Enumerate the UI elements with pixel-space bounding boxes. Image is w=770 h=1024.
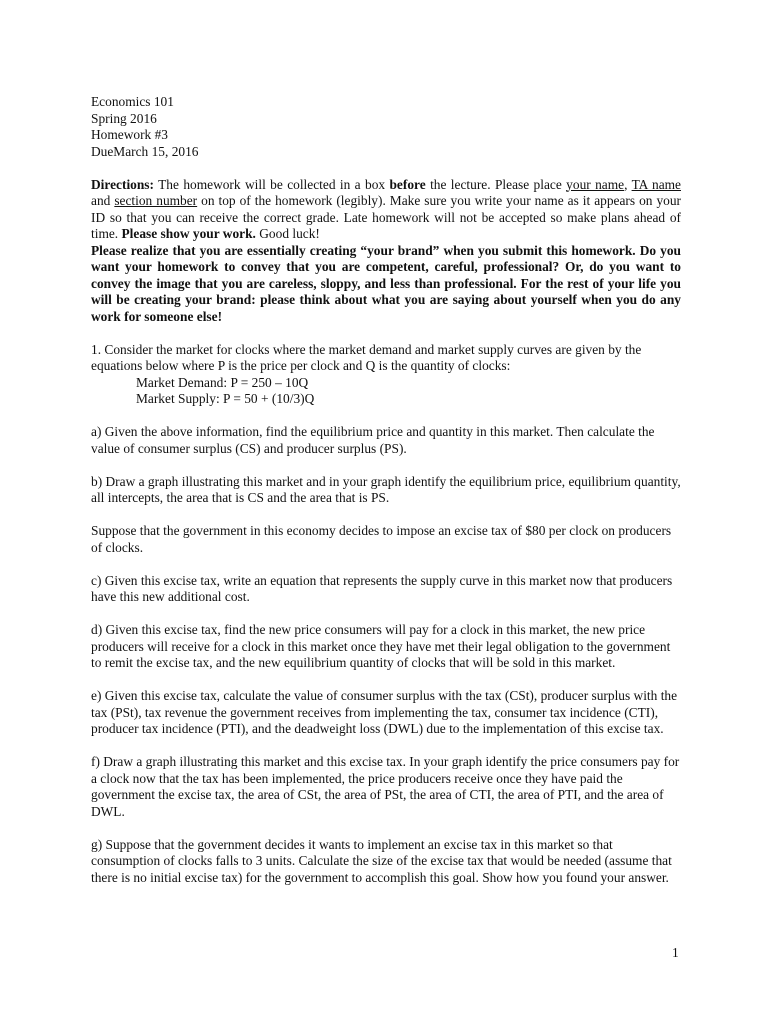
directions-label: Directions: (91, 176, 154, 192)
question-1b: b) Draw a graph illustrating this market and in your graph identify the equilibrium price, equilibrium quantity, all intercepts, the area that is CS and the area that is PS. (91, 473, 681, 505)
brand-note (91, 243, 681, 326)
directions-before: before (389, 176, 426, 192)
question-1a: a) Given the above information, find the equilibrium price and quantity in this market. Then calculate the value of consumer surplus (CS) and producer surplus (PS). (91, 424, 655, 456)
brand-note-text: Please realize that you are essentially creating “your brand” when you submit this homework. Do you want your homework to convey that you are competent, careful, professional? Or, do you want to convey the image that you are careless, sloppy, and less than professional. For the rest of your life you will be creating your brand: please think about what you are saying about yourself when you do any work for someone else! (91, 242, 681, 324)
directions-text-6: Good luck! (255, 226, 320, 241)
question-1e: e) Given this excise tax, calculate the value of consumer surplus with the tax (CSt), producer surplus with the tax (PSt), tax revenue the government receives from implementing the tax, consumer tax incidence (CTI), producer tax incidence (PTI), and the deadweight loss (DWL) due to the implementation of this excise tax. (91, 688, 678, 736)
ta-name-underlined: TA name (631, 176, 681, 192)
your-name-underlined: your name (566, 176, 625, 192)
question-1-intro-text: 1. Consider the market for clocks where the market demand and market supply curves are given by the equations below where P is the price per clock and Q is the quantity of clocks: (91, 341, 642, 373)
course-title: Economics 101 (91, 94, 174, 109)
market-demand-equation: Market Demand: P = 250 – 10Q (136, 374, 309, 390)
directions-text-3: , (624, 176, 632, 192)
directions-text-4: and (91, 193, 115, 208)
market-supply-equation: Market Supply: P = 50 + (10/3)Q (136, 391, 315, 406)
show-work-note: Please show your work. (121, 226, 256, 241)
due-date: DueMarch 15, 2016 (91, 143, 199, 159)
directions-text-2: the lecture. Please place (425, 176, 567, 192)
question-1-intro (91, 342, 681, 408)
question-1f: f) Draw a graph illustrating this market and this excise tax. In your graph identify the price consumers pay for a clock now that the tax has been implemented, the price producers receive once they have paid the government the excise tax, the area of CSt, the area of PSt, the area of CTI, the area of PTI, and the area of DWL. (91, 754, 680, 819)
document-body (91, 94, 681, 886)
directions-text-1: The homework will be collected in a box (153, 176, 390, 192)
section-number-underlined: section number (114, 193, 198, 208)
excise-tax-setup: Suppose that the government in this economy decides to impose an excise tax of $80 per clock on producers of clocks. (91, 523, 672, 555)
document-header (91, 94, 681, 160)
question-1g: g) Suppose that the government decides it wants to implement an excise tax in this market so that consumption of clocks falls to 3 units. Calculate the size of the excise tax that would be needed (assume that there is no initial excise tax) for the government to accomplish this goal. Show how you found your answer. (91, 836, 672, 885)
directions-text-5: on top of the homework (legibly). Make sure you write your name as it appears on your ID so that you can receive the correct grade. Late homework will not be accepted so make plans ahead of time. (91, 193, 682, 241)
term: Spring 2016 (91, 110, 157, 126)
question-1c: c) Given this excise tax, write an equation that represents the supply curve in this market now that producers have this new additional cost. (91, 572, 673, 604)
assignment-title: Homework #3 (91, 127, 168, 142)
page-number: 1 (672, 945, 679, 960)
question-1d: d) Given this excise tax, find the new price consumers will pay for a clock in this market, the new price producers will receive for a clock in this market once they have met their legal obligation to the government to remit the excise tax, and the new equilibrium quantity of clocks that will be sold in this market. (91, 622, 671, 670)
directions-paragraph (91, 177, 681, 243)
